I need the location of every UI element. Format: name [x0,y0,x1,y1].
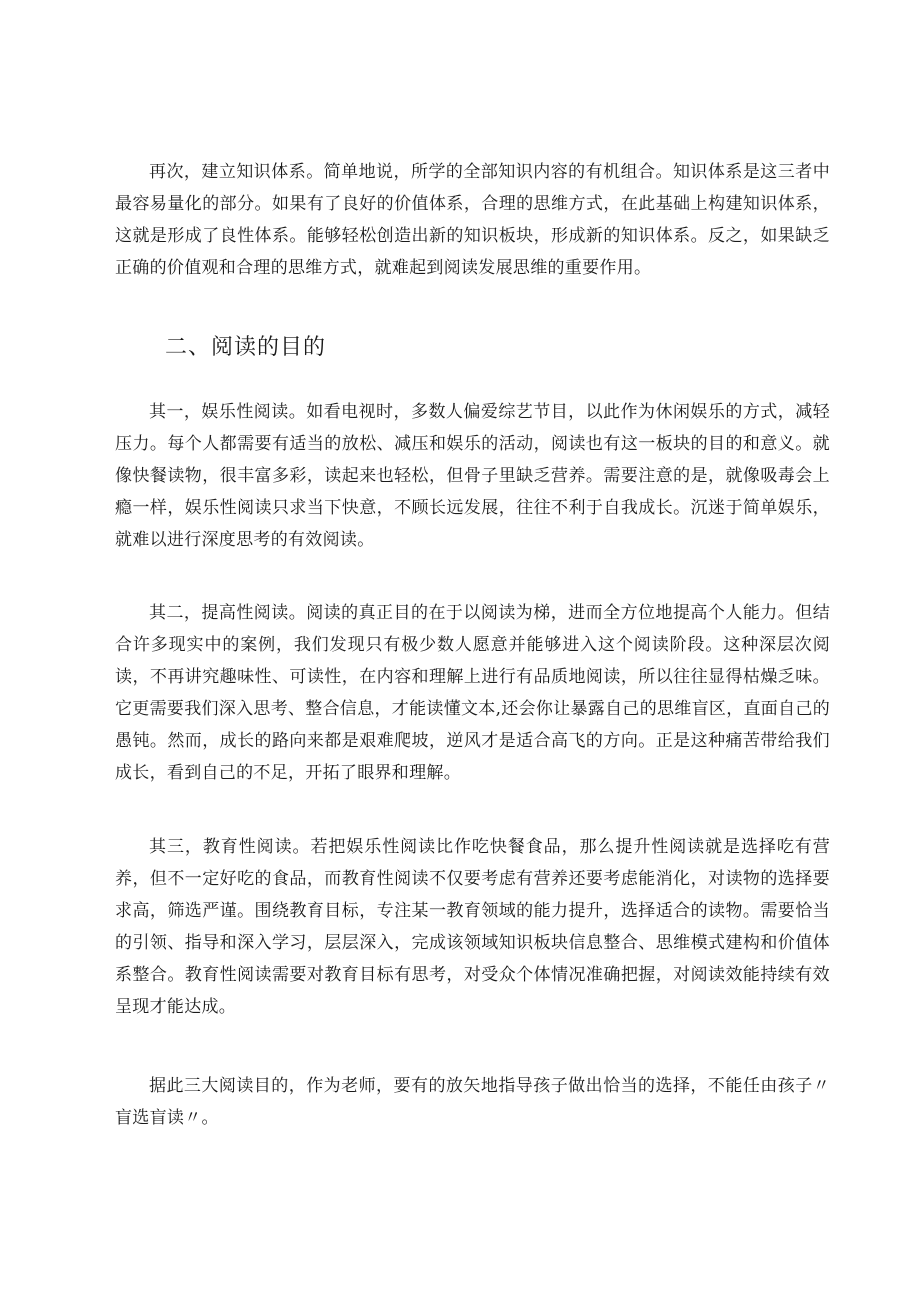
paragraph-conclusion: 据此三大阅读目的，作为老师，要有的放矢地指导孩子做出恰当的选择，不能任由孩子〃盲选盲读〃。 [115,1076,830,1128]
paragraph-knowledge-system: 再次，建立知识体系。简单地说，所学的全部知识内容的有机组合。知识体系是这三者中最容易量化的部分。如果有了良好的价值体系，合理的思维方式，在此基础上构建知识体系，这就是形成了良性体系。能够轻松创造出新的知识板块，形成新的知识体系。反之，如果缺乏正确的价值观和合理的思维方式，就难起到阅读发展思维的重要作用。 [115,162,830,278]
paragraph-purpose-improvement: 其二，提高性阅读。阅读的真正目的在于以阅读为梯，进而全方位地提高个人能力。但结合许多现实中的案例，我们发现只有极少数人愿意并能够进入这个阅读阶段。这种深层次阅读，不再讲究趣味性、可读性，在内容和理解上进行有品质地阅读，所以往往显得枯燥乏味。它更需要我们深入思考、整合信息，才能读懂文本,还会你让暴露自己的思维盲区，直面自己的愚钝。然而，成长的路向来都是艰难爬坡，逆风才是适合高飞的方向。正是这种痛苦带给我们成长，看到自己的不足，开拓了眼界和理解。 [115,603,831,783]
paragraph-purpose-entertainment: 其一，娱乐性阅读。如看电视时，多数人偏爱综艺节目，以此作为休闲娱乐的方式，减轻压力。每个人都需要有适当的放松、减压和娱乐的活动，阅读也有这一板块的目的和意义。就像快餐读物，很丰富多彩，读起来也轻松，但骨子里缺乏营养。需要注意的是，就像吸毒会上瘾一样，娱乐性阅读只求当下快意，不顾长远发展，往往不利于自我成长。沉迷于简单娱乐，就难以进行深度思考的有效阅读。 [115,402,830,550]
paragraph-purpose-education: 其三，教育性阅读。若把娱乐性阅读比作吃快餐食品，那么提升性阅读就是选择吃有营养，但不一定好吃的食品，而教育性阅读不仅要考虑有营养还要考虑能消化，对读物的选择要求高，筛选严谨。围绕教育目标，专注某一教育领域的能力提升，选择适合的读物。需要恰当的引领、指导和深入学习，层层深入，完成该领域知识板块信息整合、思维模式建构和价值体系整合。教育性阅读需要对教育目标有思考，对受众个体情况准确把握，对阅读效能持续有效呈现才能达成。 [115,837,830,1017]
section-heading: 二、阅读的目的 [165,335,327,360]
